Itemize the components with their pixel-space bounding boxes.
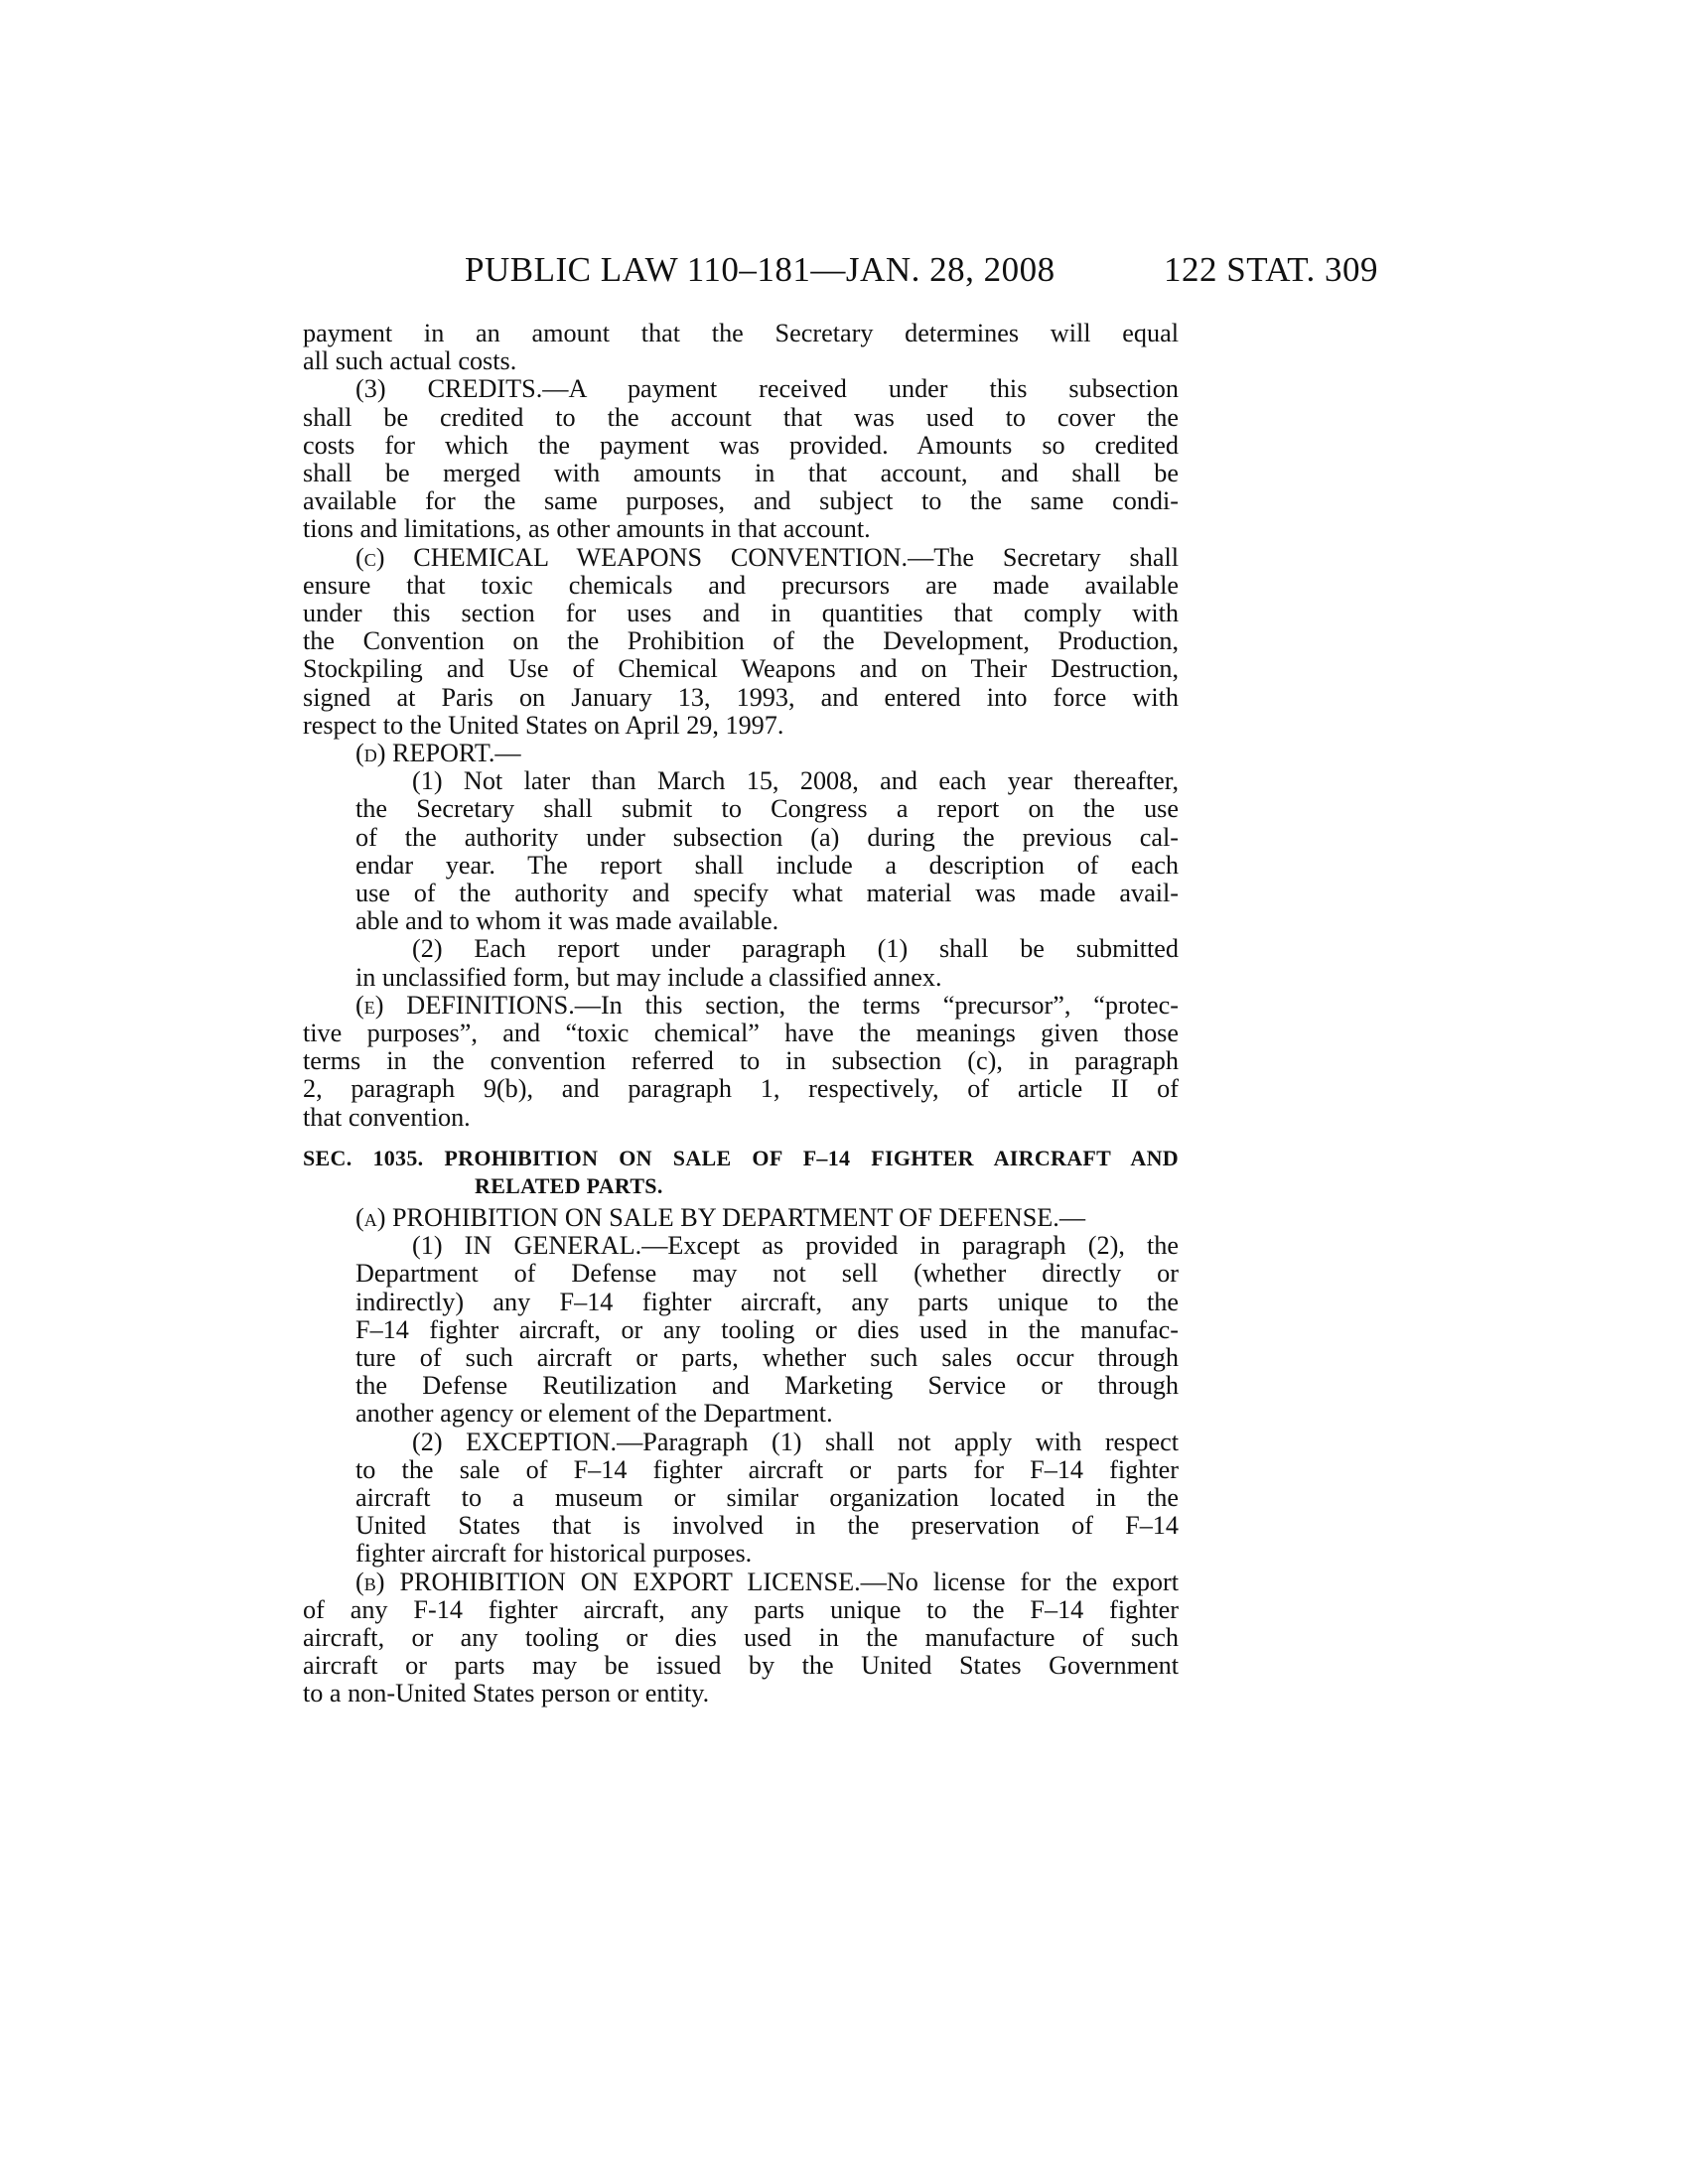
page-citation: 122 STAT. 309 <box>1164 250 1378 289</box>
text-run: —In this section, the terms “precursor”, “protec- <box>574 991 1179 1020</box>
text-line: tions and limitations, as other amounts in that account. <box>303 515 871 544</box>
paragraph-heading: (3) CREDITS. <box>355 375 543 404</box>
text-line: endar year. The report shall include a description of each <box>355 851 1179 880</box>
text-line: respect to the United States on April 29, 1997. <box>303 711 784 740</box>
subsection-heading: (a) PROHIBITION ON SALE BY DEPARTMENT OF DEFENSE. <box>355 1203 1059 1232</box>
text-run: — <box>1058 1203 1086 1232</box>
text-line: to the sale of F–14 fighter aircraft or parts for F–14 fighter <box>355 1455 1179 1484</box>
text-line: indirectly) any F–14 fighter aircraft, any parts unique to the <box>355 1288 1179 1316</box>
text-line: shall be merged with amounts in that account, and shall be <box>303 460 1179 488</box>
text-line: United States that is involved in the preservation of F–14 <box>355 1512 1179 1541</box>
text-run: —Except as provided in paragraph (2), the <box>641 1232 1179 1261</box>
text-line: to a non-United States person or entity. <box>303 1680 710 1708</box>
text-line: able and to whom it was made available. <box>355 907 779 936</box>
text-line: terms in the convention referred to in subsection (c), in paragraph <box>303 1047 1179 1076</box>
paragraph-heading: (1) IN GENERAL. <box>412 1232 642 1261</box>
running-header-title: PUBLIC LAW 110–181—JAN. 28, 2008 <box>465 250 1055 289</box>
text-line: Department of Defense may not sell (whether directly or <box>355 1260 1179 1289</box>
text-run: —A payment received under this subsection <box>542 375 1179 404</box>
text-line: F–14 fighter aircraft, or any tooling or dies used in the manufac- <box>355 1315 1179 1344</box>
text-line: the Defense Reutilization and Marketing Service or through <box>355 1372 1179 1401</box>
text-line: aircraft, or any tooling or dies used in the manufacture of such <box>303 1623 1179 1652</box>
text-line: tive purposes”, and “toxic chemical” have the meanings given those <box>303 1020 1179 1048</box>
text-run: —Paragraph (1) shall not apply with respect <box>617 1428 1179 1456</box>
subsection-report <box>303 740 1179 767</box>
text-line: 2, paragraph 9(b), and paragraph 1, respectively, of article II of <box>303 1075 1179 1104</box>
text-line: use of the authority and specify what material was made avail- <box>355 880 1179 908</box>
subsection-heading: (e) DEFINITIONS. <box>355 991 575 1020</box>
text-line: fighter aircraft for historical purposes. <box>355 1540 753 1569</box>
subsection-chemical-weapons <box>303 544 1179 572</box>
statute-text <box>303 320 1179 1708</box>
text-line: of the authority under subsection (a) during the previous cal- <box>355 823 1179 852</box>
paragraph-in-general <box>303 1232 1179 1260</box>
subsection-heading: (b) PROHIBITION ON EXPORT LICENSE. <box>355 1568 861 1596</box>
text-line: (2) Each report under paragraph (1) shall be submitted <box>412 935 1179 964</box>
text-line: of any F-14 fighter aircraft, any parts unique to the F–14 fighter <box>303 1595 1179 1624</box>
text-line: the Secretary shall submit to Congress a report on the use <box>355 795 1179 824</box>
text-line: ture of such aircraft or parts, whether such sales occur through <box>355 1343 1179 1372</box>
text-line: (1) Not later than March 15, 2008, and each year thereafter, <box>412 767 1179 796</box>
text-line: Stockpiling and Use of Chemical Weapons and on Their Destruction, <box>303 655 1179 684</box>
text-line: ensure that toxic chemicals and precursors are made available <box>303 571 1179 600</box>
paragraph-credits <box>303 375 1179 403</box>
text-line: under this section for uses and in quantities that comply with <box>303 600 1179 628</box>
paragraph-heading: (2) EXCEPTION. <box>412 1428 618 1456</box>
section-heading-line: RELATED PARTS. <box>475 1172 663 1198</box>
text-line: payment in an amount that the Secretary determines will equal <box>303 320 1179 347</box>
text-line: all such actual costs. <box>303 347 517 376</box>
text-line: in unclassified form, but may include a classified annex. <box>355 963 942 992</box>
text-run: —No license for the export <box>860 1568 1179 1596</box>
text-line: shall be credited to the account that was used to cover the <box>303 403 1179 432</box>
subsection-definitions <box>303 992 1179 1020</box>
text-line: another agency or element of the Department. <box>355 1400 833 1429</box>
paragraph-exception <box>303 1429 1179 1456</box>
text-line: available for the same purposes, and subject to the same condi- <box>303 487 1179 516</box>
section-heading-line: SEC. 1035. PROHIBITION ON SALE OF F–14 FIGHTER AIRCRAFT AND <box>303 1145 1179 1170</box>
section-heading <box>303 1145 1179 1200</box>
subsection-heading: (c) CHEMICAL WEAPONS CONVENTION. <box>355 543 909 572</box>
text-run: —The Secretary shall <box>908 543 1179 572</box>
text-line: aircraft to a museum or similar organization located in the <box>355 1483 1179 1512</box>
text-line: the Convention on the Prohibition of the Development, Production, <box>303 627 1179 656</box>
text-line: signed at Paris on January 13, 1993, and entered into force with <box>303 683 1179 712</box>
text-line: that convention. <box>303 1103 471 1132</box>
subsection-export-license <box>303 1569 1179 1596</box>
text-line: costs for which the payment was provided. Amounts so credited <box>303 431 1179 460</box>
text-line: aircraft or parts may be issued by the United States Government <box>303 1652 1179 1681</box>
subsection-prohibition-sale <box>303 1204 1179 1232</box>
text-run: — <box>494 740 521 768</box>
subsection-heading: (d) REPORT. <box>355 740 495 768</box>
